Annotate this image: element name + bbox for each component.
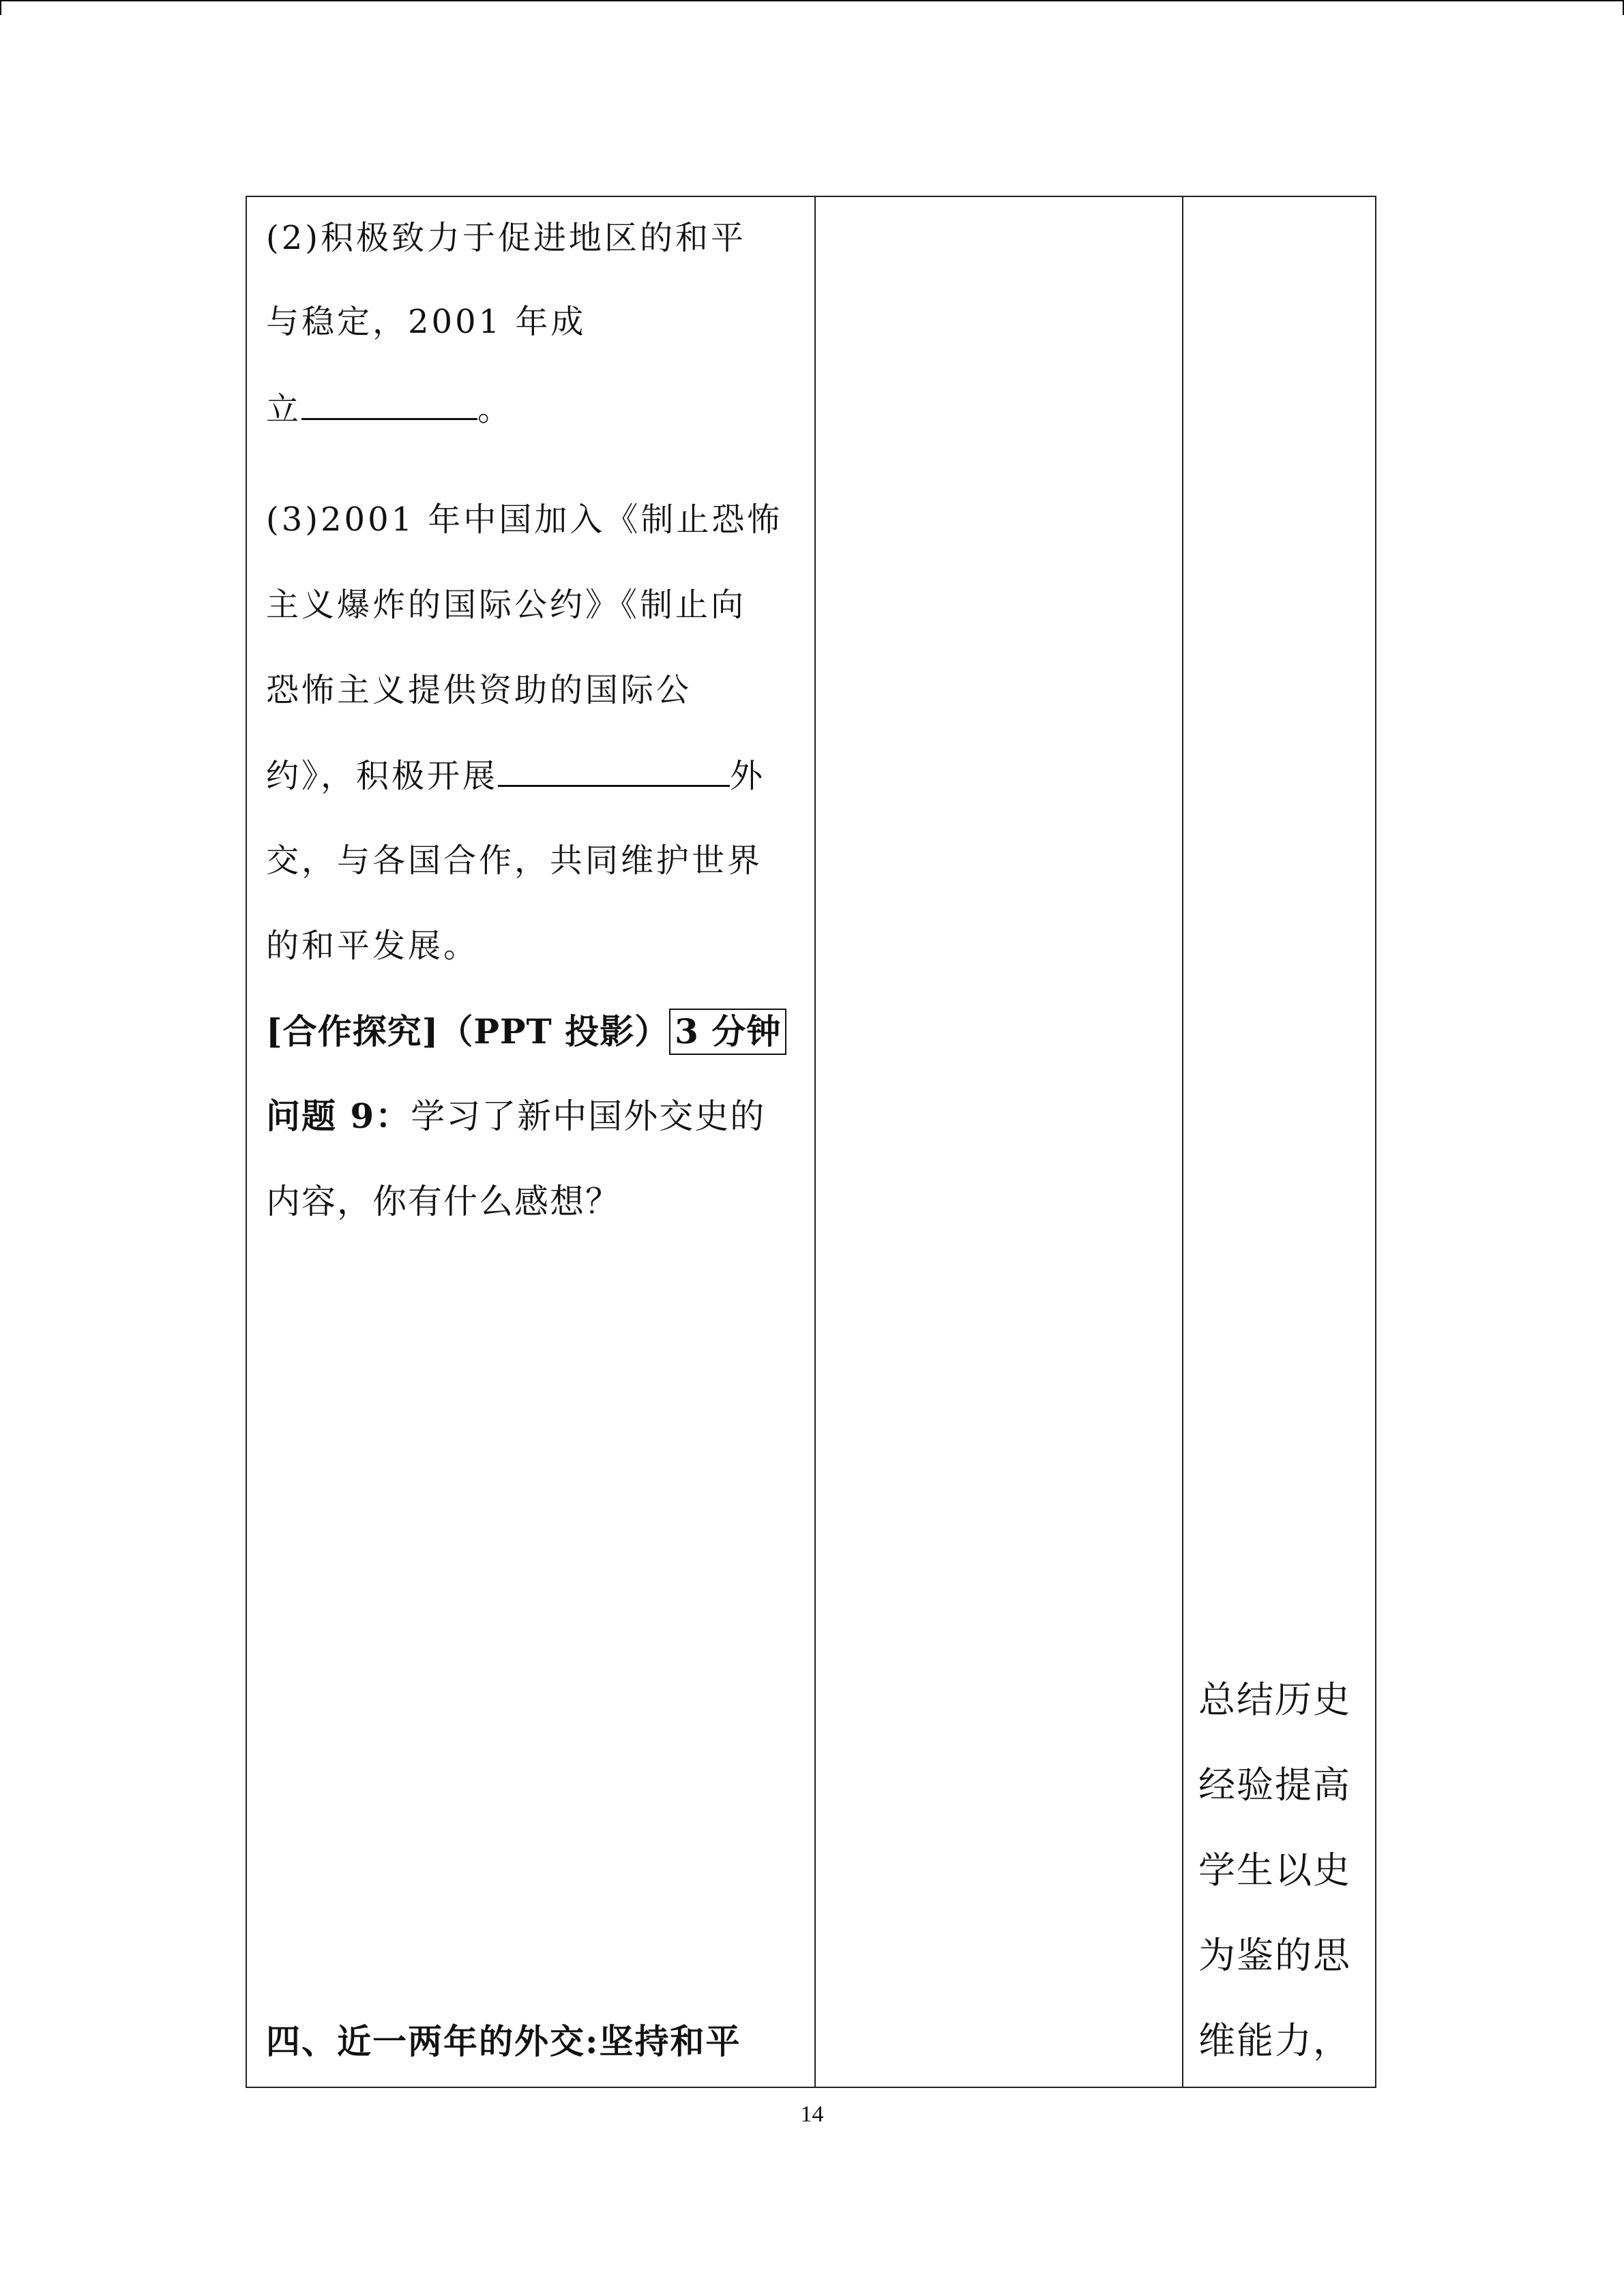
intent-line5: 维能力， <box>1198 2019 1351 2062</box>
item3-line1: (3)2001 年中国加入《制止恐怖 <box>266 501 783 539</box>
column-divider-1 <box>814 197 816 2087</box>
intent-line4: 为鉴的思 <box>1198 1934 1351 1977</box>
item3-line2: 主义爆炸的国际公约》《制止向 <box>266 586 747 624</box>
fill-in-blank-2 <box>498 755 730 787</box>
item2-line3-prefix: 立 <box>266 390 302 428</box>
question-9-line2: 内容，你有什么感想？ <box>266 1182 621 1221</box>
section-4-heading: 四、近一两年的外交:坚持和平 <box>266 2021 741 2061</box>
item3-line4-prefix: 约》，积极开展 <box>266 757 499 795</box>
item2-line3 <box>266 388 513 430</box>
item3-line6: 的和平发展。 <box>266 927 479 965</box>
time-box: 3 分钟 <box>669 1009 786 1055</box>
column-divider-2 <box>1182 197 1183 2087</box>
page-top-border <box>0 0 1624 1</box>
intent-line3: 学生以史 <box>1198 1849 1351 1892</box>
page-number: 14 <box>800 2102 824 2127</box>
item2-line3-suffix: 。 <box>477 390 514 428</box>
question-9-line1 <box>266 1096 765 1137</box>
question-9-text: 学习了新中国外交史的 <box>411 1097 766 1136</box>
cooperative-inquiry-line <box>266 1009 786 1055</box>
lesson-plan-table <box>246 196 1376 2088</box>
question-9-label: 问题 9： <box>266 1096 411 1136</box>
fill-in-blank-1 <box>301 388 477 420</box>
item3-line4-suffix: 外 <box>730 757 766 795</box>
item3-line4 <box>266 755 765 796</box>
item2-line2: 与稳定，2001 年成 <box>266 303 587 341</box>
item3-line3: 恐怖主义提供资助的国际公 <box>266 671 692 709</box>
item3-line5: 交，与各国合作，共同维护世界 <box>266 841 763 880</box>
intent-line1: 总结历史 <box>1198 1678 1351 1721</box>
intent-line2: 经验提高 <box>1198 1763 1351 1806</box>
page-left-edge <box>0 0 1 15</box>
cooperative-inquiry-label: [合作探究]（PPT 投影） <box>266 1011 670 1052</box>
item2-line1: (2)积极致力于促进地区的和平 <box>266 219 746 257</box>
